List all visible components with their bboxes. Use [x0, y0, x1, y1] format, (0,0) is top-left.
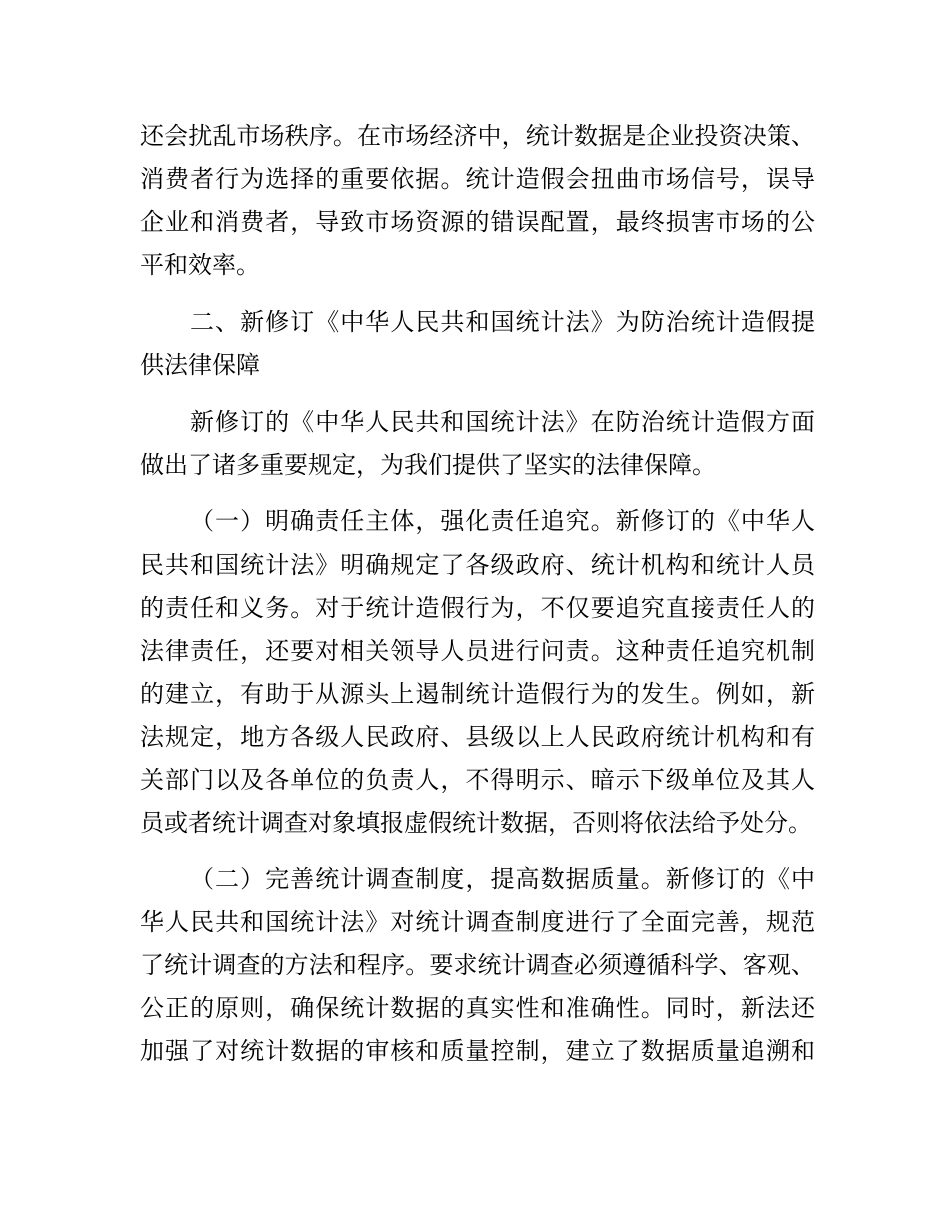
paragraph-line: 加强了对统计数据的审核和质量控制，建立了数据质量追溯和	[140, 1037, 815, 1065]
paragraph-line: 了统计调查的方法和程序。要求统计调查必须遵循科学、客观、	[140, 951, 815, 979]
paragraph-line: 民共和国统计法》明确规定了各级政府、统计机构和统计人员	[140, 551, 815, 579]
paragraph-line: （一）明确责任主体，强化责任追究。新修订的《中华人	[190, 507, 815, 535]
paragraph-line: 做出了诸多重要规定，为我们提供了坚实的法律保障。	[140, 451, 716, 479]
paragraph-line: 还会扰乱市场秩序。在市场经济中，统计数据是企业投资决策、	[140, 122, 815, 150]
section-heading-line: 供法律保障	[140, 351, 260, 379]
paragraph-line: 新修订的《中华人民共和国统计法》在防治统计造假方面	[190, 408, 815, 436]
paragraph-line: 消费者行为选择的重要依据。统计造假会扭曲市场信号，误导	[140, 165, 815, 193]
paragraph-line: 员或者统计调查对象填报虚假统计数据，否则将依法给予处分。	[140, 809, 812, 837]
paragraph-line: （二）完善统计调查制度，提高数据质量。新修订的《中	[190, 865, 815, 893]
paragraph-line: 公正的原则，确保统计数据的真实性和准确性。同时，新法还	[140, 994, 815, 1022]
section-heading-line: 二、新修订《中华人民共和国统计法》为防治统计造假提	[190, 308, 815, 336]
paragraph-line: 法律责任，还要对相关领导人员进行问责。这种责任追究机制	[140, 637, 815, 665]
paragraph-line: 的建立，有助于从源头上遏制统计造假行为的发生。例如，新	[140, 680, 815, 708]
paragraph-line: 法规定，地方各级人民政府、县级以上人民政府统计机构和有	[140, 723, 815, 751]
paragraph-line: 企业和消费者，导致市场资源的错误配置，最终损害市场的公	[140, 208, 815, 236]
paragraph-line: 关部门以及各单位的负责人，不得明示、暗示下级单位及其人	[140, 766, 815, 794]
paragraph-line: 平和效率。	[140, 251, 260, 279]
paragraph-line: 华人民共和国统计法》对统计调查制度进行了全面完善，规范	[140, 908, 815, 936]
paragraph-line: 的责任和义务。对于统计造假行为，不仅要追究直接责任人的	[140, 594, 815, 622]
